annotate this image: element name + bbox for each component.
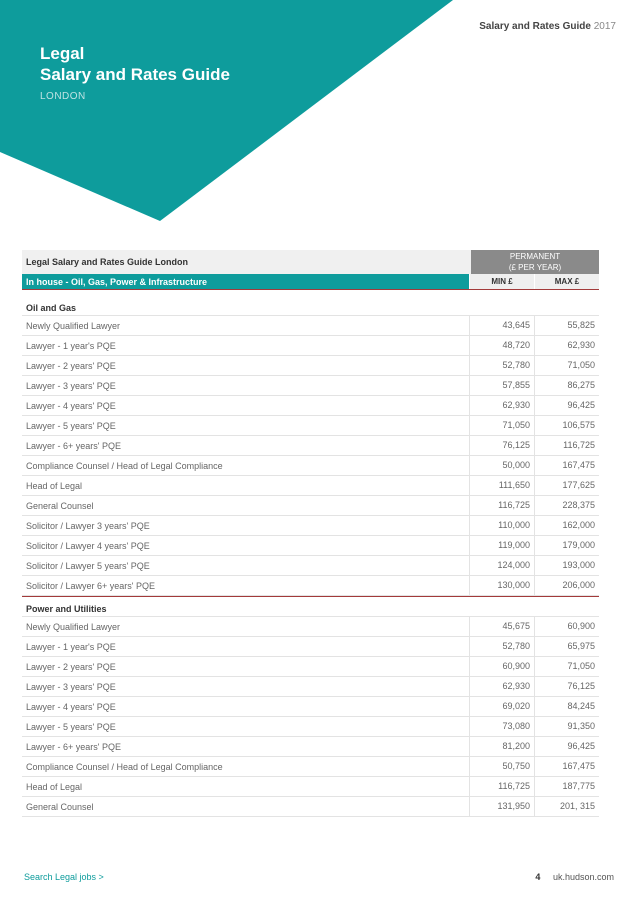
- table-row: [22, 316, 599, 336]
- min-salary-cell: 69,020: [469, 697, 534, 716]
- min-salary-cell: 52,780: [469, 637, 534, 656]
- role-cell: Lawyer - 5 years' PQE: [26, 420, 116, 431]
- group-divider: [22, 289, 599, 290]
- table-row: [22, 637, 599, 657]
- min-salary-cell: 52,780: [469, 356, 534, 375]
- min-salary-cell: 43,645: [469, 316, 534, 335]
- table-body: [22, 292, 599, 817]
- table-row: [22, 556, 599, 576]
- role-cell: Lawyer - 3 years' PQE: [26, 681, 116, 692]
- banner-title-line1: Legal: [40, 44, 85, 63]
- max-salary-cell: 106,575: [534, 416, 599, 435]
- group-title: Oil and Gas: [22, 292, 599, 316]
- min-salary-cell: 62,930: [469, 396, 534, 415]
- min-salary-cell: 131,950: [469, 797, 534, 816]
- teal-banner-shape: [0, 0, 638, 230]
- min-salary-cell: 81,200: [469, 737, 534, 756]
- role-cell: Lawyer - 2 years' PQE: [26, 360, 116, 371]
- min-salary-cell: 57,855: [469, 376, 534, 395]
- min-salary-cell: 48,720: [469, 336, 534, 355]
- max-salary-cell: 187,775: [534, 777, 599, 796]
- max-column-header: MAX £: [534, 274, 599, 289]
- table-row: [22, 757, 599, 777]
- table-row: [22, 677, 599, 697]
- max-salary-cell: 167,475: [534, 456, 599, 475]
- max-salary-cell: 65,975: [534, 637, 599, 656]
- max-salary-cell: 179,000: [534, 536, 599, 555]
- table-row: [22, 576, 599, 596]
- section-title: In house - Oil, Gas, Power & Infrastructure: [22, 274, 469, 289]
- role-cell: Lawyer - 6+ years' PQE: [26, 440, 122, 451]
- table-row: [22, 617, 599, 637]
- role-cell: General Counsel: [26, 500, 94, 511]
- max-salary-cell: 86,275: [534, 376, 599, 395]
- min-salary-cell: 45,675: [469, 617, 534, 636]
- running-header: [479, 21, 616, 32]
- page-footer: [535, 872, 614, 882]
- permanent-label: PERMANENT: [509, 252, 561, 261]
- banner-location: LONDON: [40, 91, 86, 102]
- role-cell: Compliance Counsel / Head of Legal Compliance: [26, 460, 223, 471]
- table-row: [22, 536, 599, 556]
- role-cell: Newly Qualified Lawyer: [26, 320, 121, 331]
- table-row: [22, 456, 599, 476]
- per-year-label: (£ PER YEAR): [508, 263, 562, 272]
- table-row: [22, 356, 599, 376]
- max-salary-cell: 62,930: [534, 336, 599, 355]
- banner-title-block: [40, 43, 230, 102]
- table-row: [22, 516, 599, 536]
- table-row: [22, 797, 599, 817]
- role-cell: Compliance Counsel / Head of Legal Compliance: [26, 761, 223, 772]
- role-cell: Solicitor / Lawyer 4 years' PQE: [26, 540, 150, 551]
- min-salary-cell: 110,000: [469, 516, 534, 535]
- banner-title-line2: Salary and Rates Guide: [40, 65, 230, 84]
- salary-table: [22, 250, 599, 817]
- table-row: [22, 376, 599, 396]
- running-header-year: 2017: [593, 21, 616, 32]
- role-cell: Solicitor / Lawyer 3 years' PQE: [26, 520, 150, 531]
- min-salary-cell: 71,050: [469, 416, 534, 435]
- max-salary-cell: 162,000: [534, 516, 599, 535]
- role-cell: Lawyer - 1 year's PQE: [26, 641, 116, 652]
- section-header-row: [22, 274, 599, 289]
- max-salary-cell: 84,245: [534, 697, 599, 716]
- role-cell: Head of Legal: [26, 781, 83, 792]
- role-cell: Newly Qualified Lawyer: [26, 621, 121, 632]
- min-salary-cell: 73,080: [469, 717, 534, 736]
- table-row: [22, 777, 599, 797]
- max-salary-cell: 177,625: [534, 476, 599, 495]
- role-cell: Solicitor / Lawyer 6+ years' PQE: [26, 580, 156, 591]
- search-legal-jobs-link[interactable]: Search Legal jobs >: [24, 872, 104, 882]
- table-row: [22, 496, 599, 516]
- min-salary-cell: 116,725: [469, 496, 534, 515]
- max-salary-cell: 76,125: [534, 677, 599, 696]
- min-salary-cell: 60,900: [469, 657, 534, 676]
- table-row: [22, 657, 599, 677]
- role-cell: Lawyer - 6+ years' PQE: [26, 741, 122, 752]
- max-salary-cell: 193,000: [534, 556, 599, 575]
- role-cell: Lawyer - 4 years' PQE: [26, 701, 116, 712]
- website-link[interactable]: uk.hudson.com: [552, 872, 614, 882]
- max-salary-cell: 228,375: [534, 496, 599, 515]
- min-salary-cell: 50,750: [469, 757, 534, 776]
- min-salary-cell: 124,000: [469, 556, 534, 575]
- min-salary-cell: 130,000: [469, 576, 534, 595]
- max-salary-cell: 96,425: [534, 737, 599, 756]
- max-salary-cell: 55,825: [534, 316, 599, 335]
- min-salary-cell: 119,000: [469, 536, 534, 555]
- max-salary-cell: 96,425: [534, 396, 599, 415]
- table-row: [22, 717, 599, 737]
- table-row: [22, 737, 599, 757]
- table-row: [22, 476, 599, 496]
- role-cell: Lawyer - 4 years' PQE: [26, 400, 116, 411]
- table-row: [22, 436, 599, 456]
- role-cell: Lawyer - 5 years' PQE: [26, 721, 116, 732]
- min-salary-cell: 76,125: [469, 436, 534, 455]
- group-title: Power and Utilities: [22, 597, 599, 617]
- max-salary-cell: 167,475: [534, 757, 599, 776]
- min-salary-cell: 62,930: [469, 677, 534, 696]
- min-column-header: MIN £: [469, 274, 534, 289]
- max-salary-cell: 71,050: [534, 657, 599, 676]
- max-salary-cell: 71,050: [534, 356, 599, 375]
- table-title-row: [22, 250, 599, 274]
- role-cell: Solicitor / Lawyer 5 years' PQE: [26, 560, 150, 571]
- table-row: [22, 336, 599, 356]
- role-cell: Lawyer - 1 year's PQE: [26, 340, 116, 351]
- table-row: [22, 396, 599, 416]
- role-cell: General Counsel: [26, 801, 94, 812]
- running-header-title: Salary and Rates Guide: [479, 21, 591, 32]
- table-row: [22, 697, 599, 717]
- header-banner: [0, 0, 638, 230]
- max-salary-cell: 116,725: [534, 436, 599, 455]
- role-cell: Head of Legal: [26, 480, 83, 491]
- permanent-header: [471, 250, 599, 274]
- page-number: 4: [535, 872, 541, 882]
- min-salary-cell: 111,650: [469, 476, 534, 495]
- max-salary-cell: 201, 315: [534, 797, 599, 816]
- max-salary-cell: 206,000: [534, 576, 599, 595]
- role-cell: Lawyer - 2 years' PQE: [26, 661, 116, 672]
- table-row: [22, 416, 599, 436]
- min-salary-cell: 116,725: [469, 777, 534, 796]
- max-salary-cell: 60,900: [534, 617, 599, 636]
- table-title: Legal Salary and Rates Guide London: [22, 250, 471, 274]
- min-salary-cell: 50,000: [469, 456, 534, 475]
- max-salary-cell: 91,350: [534, 717, 599, 736]
- role-cell: Lawyer - 3 years' PQE: [26, 380, 116, 391]
